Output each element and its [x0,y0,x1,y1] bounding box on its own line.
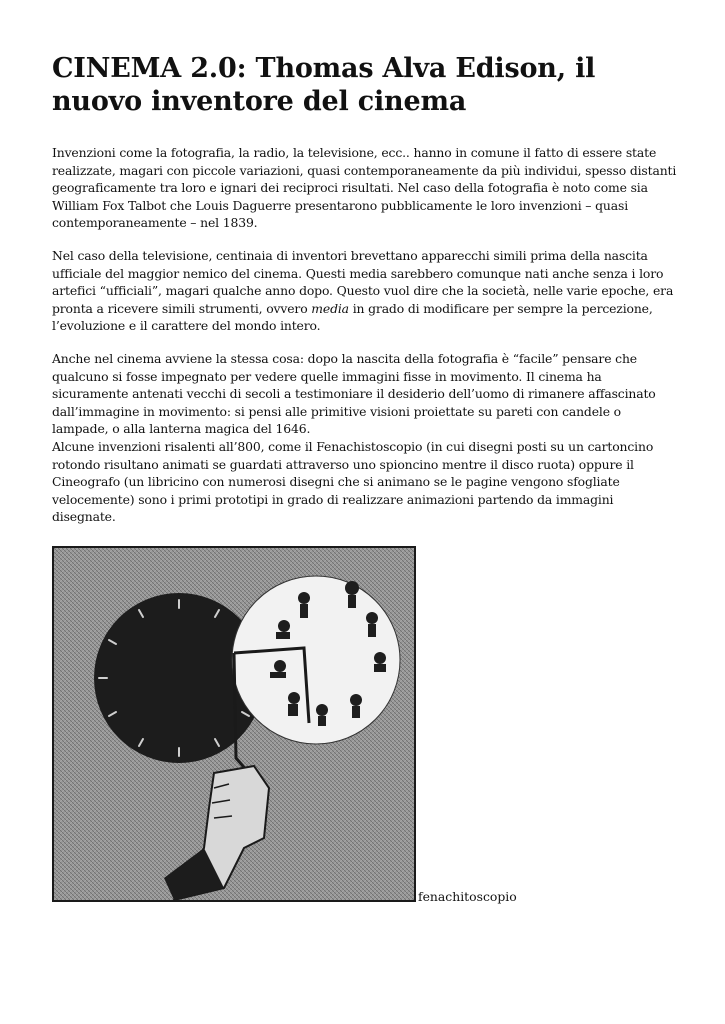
figure-caption: fenachitoscopio [418,889,517,904]
paragraph-2 [52,247,677,335]
paragraph-3: Anche nel cinema avviene la stessa cosa: dopo la nascita della fotografia è “facile” pensare che qualcuno si fosse impegnato per vedere quelle immagini fisse in movimento. Il cinema ha sicuramente antenati vecchi di secoli a testimoniare il desiderio dell’uomo di rimanere affascinato dall’immagine in movimento: si pensi alle primitive visioni proiettate su pareti con candele o lampade, o alla lanterna magica del 1646. [52,350,656,437]
phenakistoscope-illustration [52,546,416,902]
article-title: CINEMA 2.0: Thomas Alva Edison, il nuovo inventore del cinema [52,53,596,117]
media-emphasis: media [311,300,349,316]
paragraph-2-text-start: Nel caso della televisione, centinaia di inventori brevettano apparecchi simili prima della nascita ufficiale del maggior nemico del cinema. Questi media sarebbero comunque nati anche senza i loro artefici “ufficiali”, magari qualche anno dopo. Questo vuol dire che la società, nelle varie epoche, era pronta a ricevere simili strumenti, ovvero [52,247,674,316]
paragraph-1: Invenzioni come la fotografia, la radio, la televisione, ecc.. hanno in comune il fatto di essere state realizzate, magari con piccole variazioni, quasi contemporaneamente da più individui, spesso distanti geograficamente tra loro e ignari dei reciproci risultati. Nel caso della fotografia è noto come sia William Fox Talbot che Louis Daguerre presentarono pubblicamente le loro invenzioni – quasi contemporaneamente – nel 1839. [52,145,677,231]
figure [52,546,672,906]
article [52,52,677,526]
paragraph-4: Alcune invenzioni risalenti all’800, come il Fenachistoscopio (in cui disegni posti su un cartoncino rotondo risultano animati se guardati attraverso uno spioncino mentre il disco ruota) oppure il Cineografo (un libricino con numerosi disegni che si animano se le pagine vengono sfogliate velocemente) sono i primi prototipi in grado di realizzare animazioni partendo da immagini disegnate. [52,438,654,525]
paragraph-2-text-end: in grado di modificare per sempre la percezione, l’evoluzione e il carattere del mondo intero. [52,300,653,334]
